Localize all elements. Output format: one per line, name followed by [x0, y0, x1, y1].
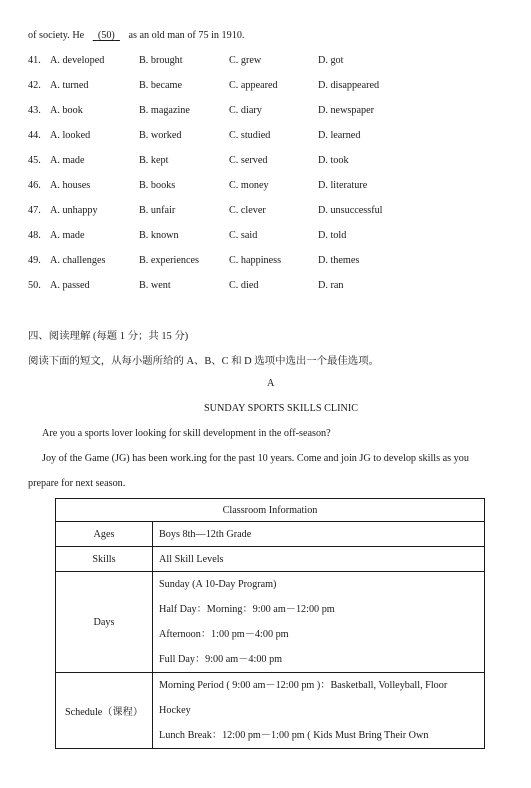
option-c: C. clever	[229, 205, 266, 216]
table-row-skills	[56, 547, 485, 572]
passage-paragraph-1: Are you a sports lover looking for skill development in the off-season?	[42, 428, 331, 439]
option-d: D. told	[318, 230, 347, 241]
schedule-value	[153, 673, 485, 749]
option-c: C. appeared	[229, 80, 278, 91]
question-number: 46.	[28, 180, 41, 191]
option-b: B. magazine	[139, 105, 190, 116]
table-row-days	[56, 572, 485, 673]
option-d: D. learned	[318, 130, 361, 141]
option-b: B. worked	[139, 130, 182, 141]
option-c: C. grew	[229, 55, 262, 66]
option-b: B. became	[139, 80, 182, 91]
option-a: A. made	[50, 155, 85, 166]
intro-line	[28, 30, 244, 41]
option-b: B. unfair	[139, 205, 176, 216]
blank-number: (50)	[97, 30, 115, 41]
question-number: 48.	[28, 230, 41, 241]
option-a: A. developed	[50, 55, 105, 66]
intro-after: as an old man of 75 in 1910.	[128, 30, 245, 41]
option-b: B. went	[139, 280, 171, 291]
passage-paragraph-2-cont: prepare for next season.	[28, 478, 126, 489]
option-a: A. houses	[50, 180, 91, 191]
days-line: Half Day：Morning：9:00 am－12:00 pm	[159, 604, 335, 615]
option-c: C. said	[229, 230, 258, 241]
blank-50	[93, 30, 120, 41]
schedule-line: Hockey	[159, 705, 191, 716]
days-line: Full Day：9:00 am－4:00 pm	[159, 654, 283, 665]
days-line: Sunday (A 10-Day Program)	[159, 579, 277, 590]
option-a: A. challenges	[50, 255, 106, 266]
option-a: A. book	[50, 105, 83, 116]
option-c: C. served	[229, 155, 268, 166]
schedule-line: Lunch Break：12:00 pm－1:00 pm ( Kids Must Bring Their Own	[159, 730, 429, 741]
days-line: Afternoon：1:00 pm－4:00 pm	[159, 629, 289, 640]
option-d: D. got	[318, 55, 344, 66]
passage-letter: A	[267, 378, 275, 389]
option-a: A. made	[50, 230, 85, 241]
option-d: D. unsuccessful	[318, 205, 383, 216]
ages-label: Ages	[56, 522, 153, 547]
days-label: Days	[56, 572, 153, 673]
schedule-line: Morning Period ( 9:00 am－12:00 pm )：Basketball, Volleyball, Floor	[159, 680, 448, 691]
question-number: 49.	[28, 255, 41, 266]
question-number: 45.	[28, 155, 41, 166]
option-a: A. looked	[50, 130, 91, 141]
option-b: B. brought	[139, 55, 183, 66]
option-c: C. studied	[229, 130, 271, 141]
option-d: D. literature	[318, 180, 368, 191]
option-a: A. turned	[50, 80, 89, 91]
question-number: 47.	[28, 205, 41, 216]
option-d: D. themes	[318, 255, 360, 266]
option-a: A. unhappy	[50, 205, 98, 216]
table-row-ages	[56, 522, 485, 547]
option-c: C. money	[229, 180, 269, 191]
option-c: C. died	[229, 280, 259, 291]
ages-value: Boys 8th—12th Grade	[153, 522, 485, 547]
option-c: C. diary	[229, 105, 262, 116]
option-b: B. kept	[139, 155, 169, 166]
skills-label: Skills	[56, 547, 153, 572]
passage-paragraph-2: Joy of the Game (JG) has been work.ing for the past 10 years. Come and join JG to develop skills as you	[42, 453, 469, 464]
schedule-label: Schedule（课程）	[56, 673, 153, 749]
table-row-schedule	[56, 673, 485, 749]
section-instruction: 阅读下面的短文，从每小题所给的 A、B、C 和 D 选项中选出一个最佳选项。	[28, 356, 379, 367]
classroom-info-table	[55, 498, 485, 749]
option-b: B. experiences	[139, 255, 199, 266]
option-c: C. happiness	[229, 255, 282, 266]
question-number: 43.	[28, 105, 41, 116]
question-number: 50.	[28, 280, 41, 291]
option-d: D. ran	[318, 280, 344, 291]
question-number: 44.	[28, 130, 41, 141]
question-number: 42.	[28, 80, 41, 91]
option-b: B. books	[139, 180, 176, 191]
option-d: D. took	[318, 155, 349, 166]
days-value	[153, 572, 485, 673]
table-header-row	[56, 499, 485, 522]
option-d: D. newspaper	[318, 105, 375, 116]
option-d: D. disappeared	[318, 80, 380, 91]
section-heading: 四、阅读理解 (每题 1 分；共 15 分)	[28, 331, 189, 342]
passage-title: SUNDAY SPORTS SKILLS CLINIC	[204, 403, 359, 414]
skills-value: All Skill Levels	[153, 547, 485, 572]
option-a: A. passed	[50, 280, 90, 291]
table-header: Classroom Information	[56, 499, 485, 522]
option-b: B. known	[139, 230, 179, 241]
question-number: 41.	[28, 55, 41, 66]
intro-before: of society. He	[28, 30, 85, 41]
